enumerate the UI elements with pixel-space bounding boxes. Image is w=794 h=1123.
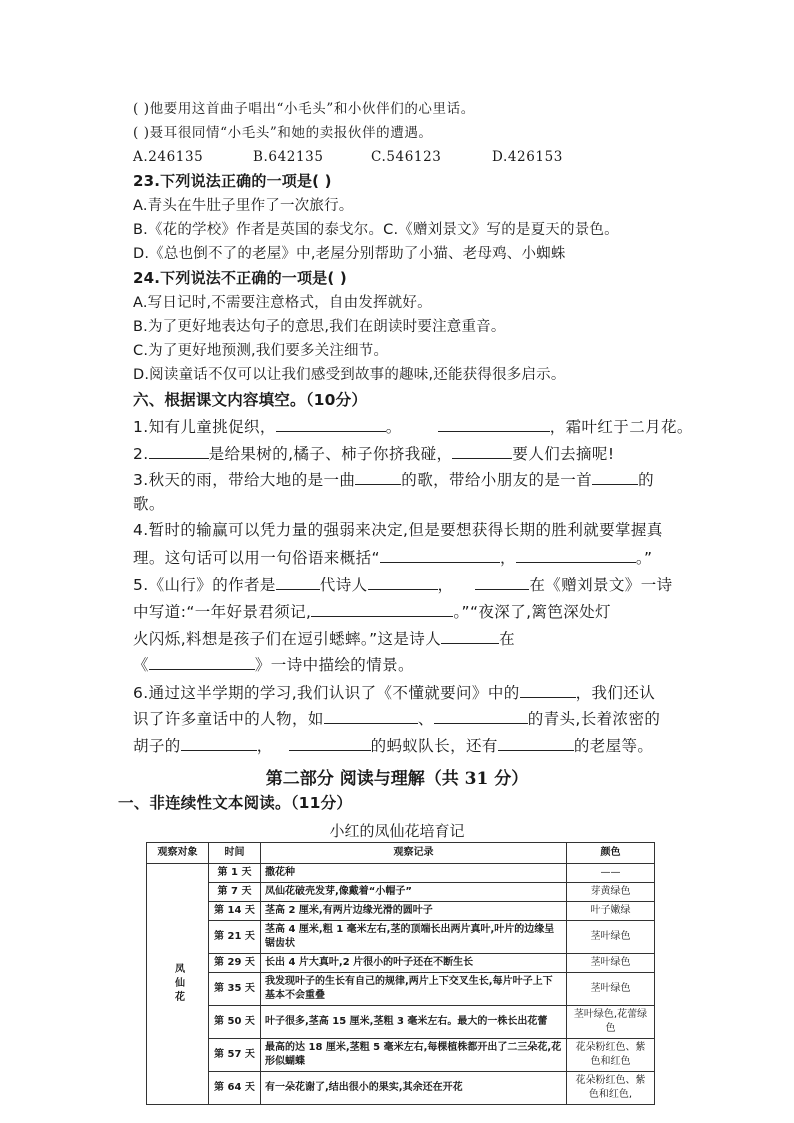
answer-blank[interactable]	[434, 706, 528, 724]
text: ，	[256, 737, 273, 755]
color-cell: 茎叶绿色	[567, 921, 655, 954]
answer-blank[interactable]	[311, 599, 453, 617]
record-cell: 茎高 2 厘米,有两片边缘光滑的圆叶子	[261, 902, 567, 921]
text: 火闪烁,料想是孩子们在逗引蟋蟀。”这是诗人	[133, 630, 442, 648]
table-row	[147, 921, 655, 954]
fill-item-4: 4.暂时的输赢可以凭力量的强弱来决定,但是要想获得长期的胜利就要掌握真	[133, 521, 663, 539]
record-cell: 撒花种	[261, 864, 567, 883]
answer-blank[interactable]	[438, 414, 550, 432]
record-cell: 最高的达 18 厘米,茎粗 5 毫米左右,每棵植株都开出了二三朵花,花形似蝴蝶	[261, 1039, 567, 1072]
day-cell: 第 14 天	[209, 902, 261, 921]
option-a: A.246135	[133, 149, 204, 165]
text: 。”“夜深了,篱笆深处灯	[453, 603, 611, 621]
table-row	[147, 973, 655, 1006]
fill-item-4-cont	[133, 545, 652, 569]
answer-blank[interactable]	[289, 733, 371, 751]
color-cell: 叶子嫩绿	[567, 902, 655, 921]
color-cell: 芽黄绿色	[567, 883, 655, 902]
answer-blank[interactable]	[498, 733, 574, 751]
text: 的青头,长着浓密的	[527, 710, 661, 728]
answer-blank[interactable]	[516, 545, 636, 563]
answer-blank[interactable]	[475, 572, 529, 590]
q22-statement-5: ( )他要用这首曲子唱出“小毛头”和小伙伴们的心里话。	[133, 101, 475, 117]
fill-item-2	[133, 441, 614, 465]
answer-blank[interactable]	[368, 572, 438, 590]
answer-blank[interactable]	[380, 545, 500, 563]
text: 3.秋天的雨，带给大地的是一曲	[133, 471, 356, 489]
answer-blank[interactable]	[592, 467, 638, 485]
header-subject: 观察对象	[147, 843, 209, 864]
answer-blank[interactable]	[276, 572, 320, 590]
answer-blank[interactable]	[324, 706, 418, 724]
option-d: D.426153	[492, 149, 563, 165]
fill-item-6	[133, 680, 655, 704]
day-cell: 第 29 天	[209, 954, 261, 973]
text: 的歌，带给小朋友的是一首	[401, 471, 593, 489]
day-cell: 第 21 天	[209, 921, 261, 954]
q23-option-a: A.青头在牛肚子里作了一次旅行。	[133, 198, 354, 214]
answer-blank[interactable]	[355, 467, 401, 485]
day-cell: 第 35 天	[209, 973, 261, 1006]
table-row	[147, 883, 655, 902]
text: 是给果树的,橘子、柿子你挤我碰，	[208, 445, 453, 463]
fill-item-5	[133, 572, 673, 596]
text: 》一诗中描绘的情景。	[254, 656, 414, 674]
text: ，	[437, 576, 454, 594]
color-cell: 茎叶绿色,花蕾绿色	[567, 1006, 655, 1039]
answer-blank[interactable]	[441, 626, 499, 644]
fill-item-1	[133, 414, 693, 438]
q23-title: 23.下列说法正确的一项是( )	[133, 172, 332, 190]
q24-title: 24.下列说法不正确的一项是( )	[133, 269, 347, 287]
record-cell: 茎高 4 厘米,粗 1 毫米左右,茎的顶端长出两片真叶,叶片的边缘呈锯齿状	[261, 921, 567, 954]
day-cell: 第 64 天	[209, 1072, 261, 1105]
text: 要人们去摘呢!	[512, 445, 615, 463]
text: 2.	[133, 445, 149, 463]
text: 理。这句话可以用一句俗语来概括“	[133, 549, 380, 567]
table-row	[147, 1072, 655, 1105]
text: 识了许多童话中的人物，如	[133, 710, 324, 728]
text: 的老屋等。	[573, 737, 654, 755]
answer-blank[interactable]	[181, 733, 257, 751]
q22-options	[133, 146, 563, 168]
day-cell: 第 1 天	[209, 864, 261, 883]
text: 6.通过这半学期的学习,我们认识了《不懂就要问》中的	[133, 684, 520, 702]
header-record: 观察记录	[261, 843, 567, 864]
text: 《	[133, 656, 149, 674]
table-title: 小红的凤仙花培育记	[329, 822, 465, 840]
answer-blank[interactable]	[149, 652, 255, 670]
text: 、	[417, 710, 434, 728]
fill-item-6-line3	[133, 733, 653, 757]
text: 的蚂蚁队长，还有	[370, 737, 498, 755]
option-c: C.546123	[371, 149, 442, 165]
text: 1.知有儿童挑促织，	[133, 418, 276, 436]
day-cell: 第 7 天	[209, 883, 261, 902]
text: ，霜叶红于二月花。	[549, 418, 693, 436]
text: 。	[385, 418, 402, 436]
subject-cell: 凤仙花	[147, 864, 209, 1105]
day-cell: 第 50 天	[209, 1006, 261, 1039]
fill-item-5-line2	[133, 599, 611, 623]
text: 代诗人	[319, 576, 368, 594]
text: 在	[499, 630, 516, 648]
table-row	[147, 902, 655, 921]
fill-item-3	[133, 467, 654, 491]
q24-option-c: C.为了更好地预测,我们要多关注细节。	[133, 343, 389, 359]
text: ，我们还认	[575, 684, 656, 702]
observation-table	[146, 842, 655, 1105]
table-header-row	[147, 843, 655, 864]
record-cell: 有一朵花谢了,结出很小的果实,其余还在开花	[261, 1072, 567, 1105]
table-row	[147, 954, 655, 973]
text: 。”	[635, 549, 653, 567]
text: 胡子的	[133, 737, 181, 755]
fill-item-5-line4	[133, 652, 414, 676]
record-cell: 凤仙花破壳发芽,像戴着“小帽子”	[261, 883, 567, 902]
answer-blank[interactable]	[520, 680, 576, 698]
answer-blank[interactable]	[276, 414, 386, 432]
record-cell: 长出 4 片大真叶,2 片很小的叶子还在不断生长	[261, 954, 567, 973]
record-cell: 我发现叶子的生长有自己的规律,两片上下交叉生长,每片叶子上下基本不会重叠	[261, 973, 567, 1006]
color-cell: 花朵粉红色、紫色和红色	[567, 1039, 655, 1072]
record-cell: 叶子很多,茎高 15 厘米,茎粗 3 毫米左右。最大的一株长出花蕾	[261, 1006, 567, 1039]
table-row	[147, 1039, 655, 1072]
color-cell: 茎叶绿色	[567, 973, 655, 1006]
table-row	[147, 1006, 655, 1039]
table-row	[147, 864, 655, 883]
day-cell: 第 57 天	[209, 1039, 261, 1072]
q23-option-bc: B.《花的学校》作者是英国的泰戈尔。C.《赠刘景文》写的是夏天的景色。	[133, 222, 619, 238]
header-time: 时间	[209, 843, 261, 864]
q24-option-b: B.为了更好地表达句子的意思,我们在朗读时要注意重音。	[133, 319, 506, 335]
answer-blank[interactable]	[149, 441, 209, 459]
q24-option-d: D.阅读童话不仅可以让我们感受到故事的趣味,还能获得很多启示。	[133, 367, 566, 383]
q22-statement-6: ( )聂耳很同情“小毛头”和她的卖报伙伴的遭遇。	[133, 125, 433, 141]
q24-option-a: A.写日记时,不需要注意格式，自由发挥就好。	[133, 295, 432, 311]
color-cell: ——	[567, 864, 655, 883]
fill-item-5-line3	[133, 626, 515, 650]
reading-section-title: 一、非连续性文本阅读。（11分）	[118, 794, 353, 812]
color-cell: 花朵粉红色、紫色和红色,	[567, 1072, 655, 1105]
section-6-title: 六、根据课文内容填空。（10分）	[133, 391, 368, 409]
q23-option-d: D.《总也倒不了的老屋》中,老屋分别帮助了小猫、老母鸡、小蜘蛛	[133, 246, 566, 262]
part-two-title: 第二部分 阅读与理解（共 31 分）	[265, 769, 529, 789]
header-color: 颜色	[567, 843, 655, 864]
color-cell: 茎叶绿色	[567, 954, 655, 973]
text: 5.《山行》的作者是	[133, 576, 276, 594]
text: 的	[638, 471, 655, 489]
text: ，	[499, 549, 516, 567]
option-b: B.642135	[253, 149, 324, 165]
answer-blank[interactable]	[452, 441, 512, 459]
text: 在《赠刘景文》一诗	[529, 576, 673, 594]
fill-item-6-line2	[133, 706, 660, 730]
fill-item-3-cont: 歌。	[133, 495, 165, 513]
text: 中写道:“一年好景君须记,	[133, 603, 312, 621]
